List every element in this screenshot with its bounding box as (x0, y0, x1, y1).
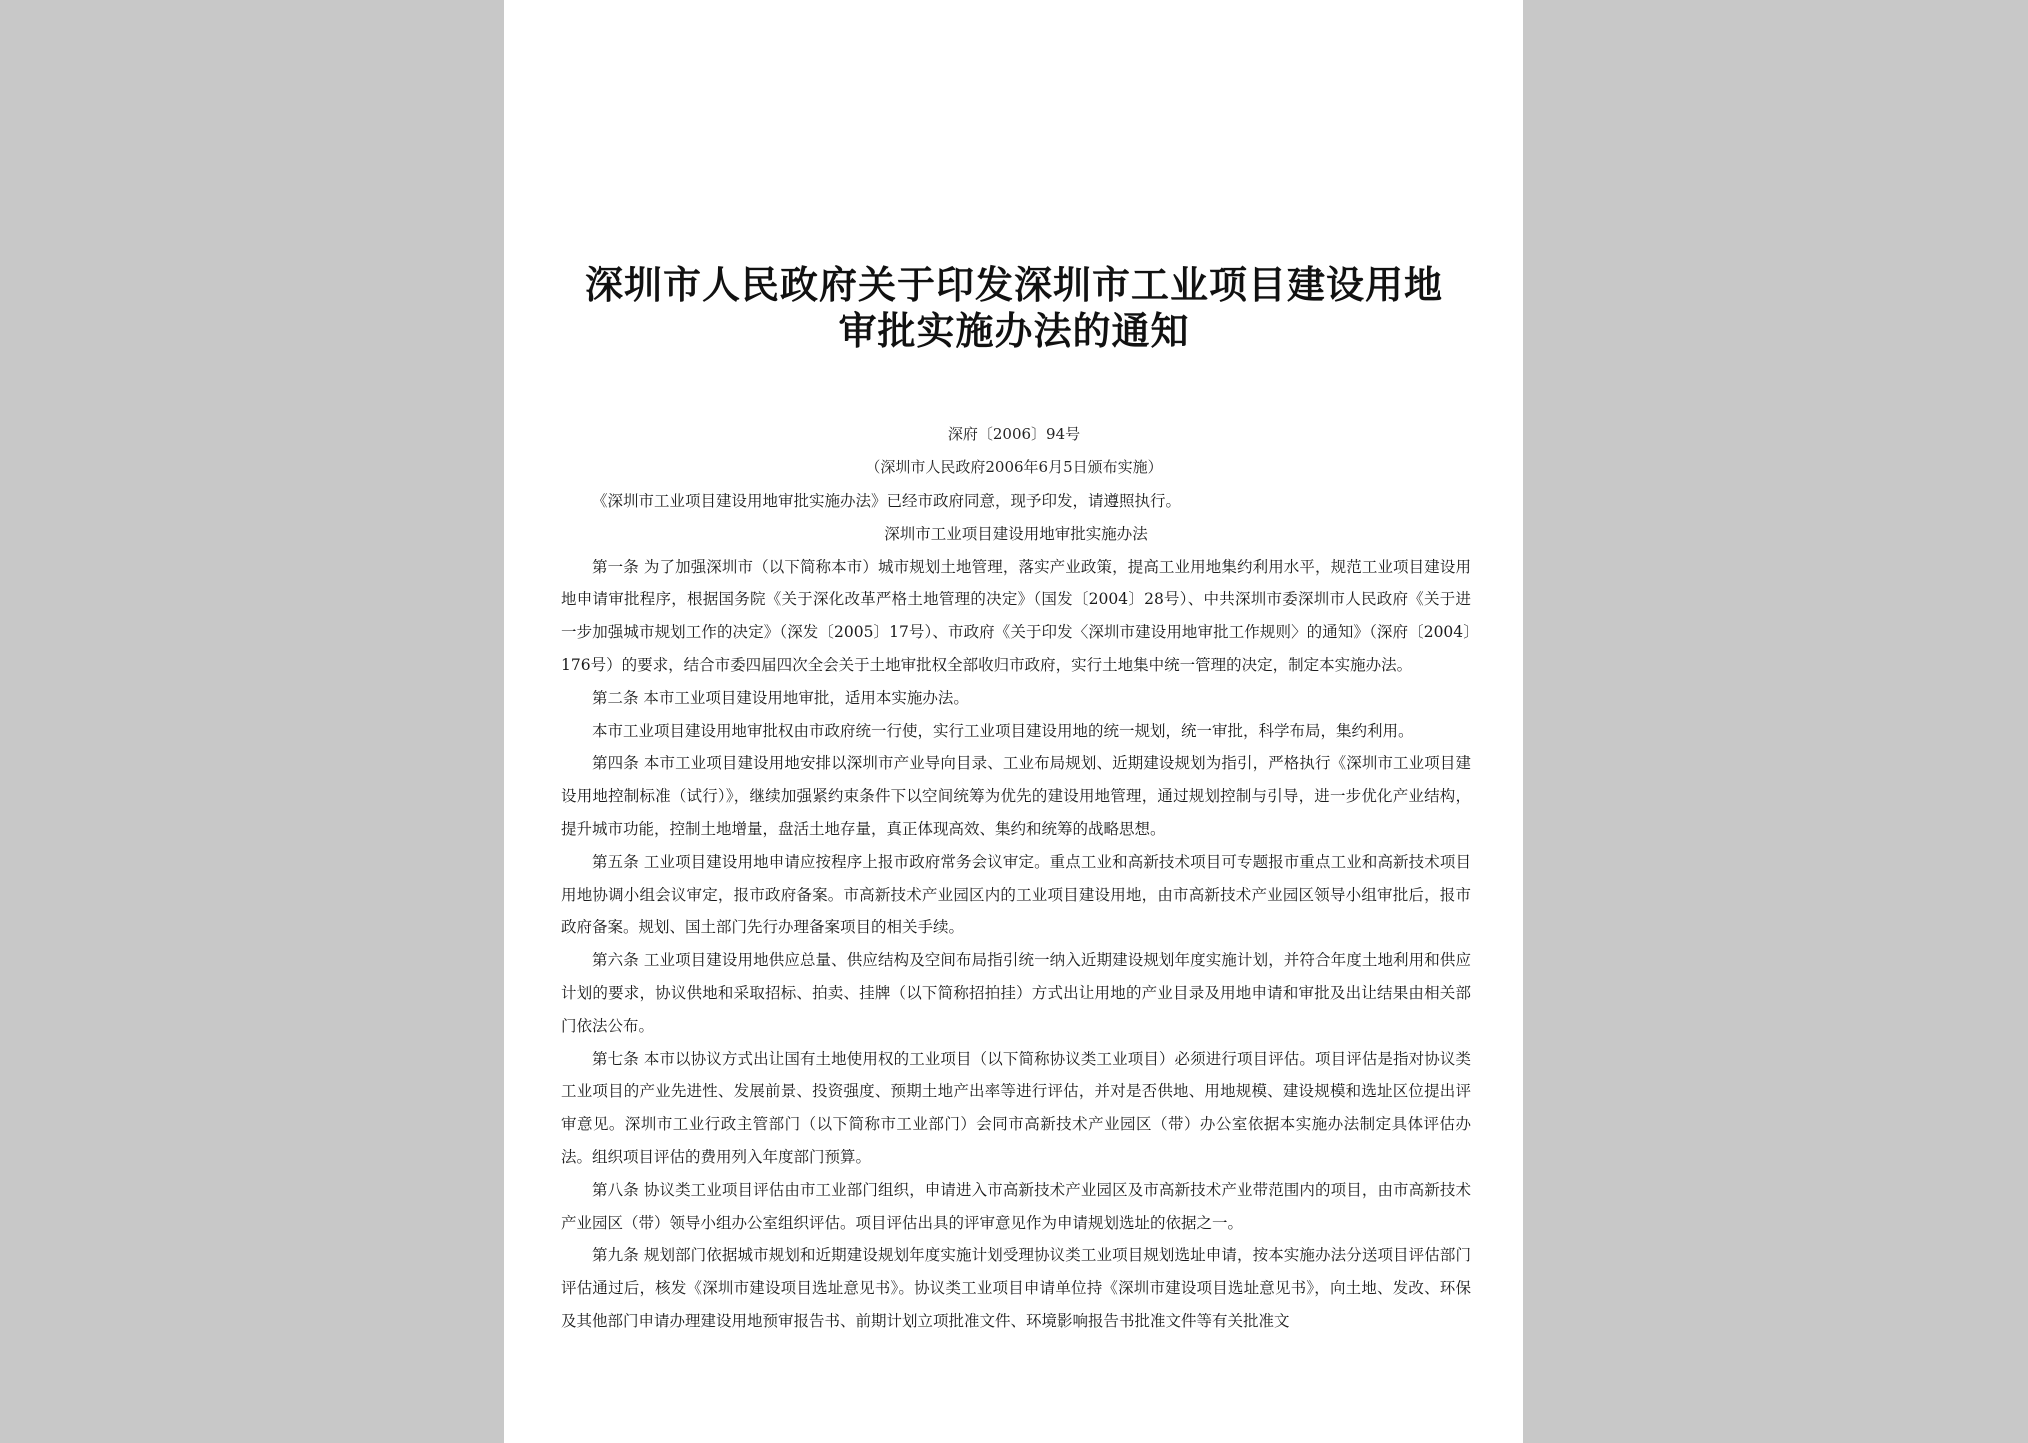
body-paragraph: 第五条 工业项目建设用地申请应按程序上报市政府常务会议审定。重点工业和高新技术项目可专题报市重点工业和高新技术项目用地协调小组会议审定，报市政府备案。市高新技术产业园区内的工业项目建设用地，由市高新技术产业园区领导小组审批后，报市政府备案。规划、国土部门先行办理备案项目的相关手续。 (561, 852, 1471, 937)
document-number: 深府〔2006〕94号 (947, 425, 1081, 443)
promulgation-note: （深圳市人民政府2006年6月5日颁布实施） (865, 458, 1163, 476)
body-paragraph: 第九条 规划部门依据城市规划和近期建设规划年度实施计划受理协议类工业项目规划选址申请，按本实施办法分送项目评估部门评估通过后，核发《深圳市建设项目选址意见书》。协议类工业项目申请单位持《深圳市建设项目选址意见书》，向土地、发改、环保及其他部门申请办理建设用地预审报告书、前期计划立项批准文件、环境影响报告书批准文件等有关批准文 (561, 1246, 1471, 1330)
body-paragraph: 第二条 本市工业项目建设用地审批，适用本实施办法。 (592, 688, 969, 707)
body-paragraph: 第一条 为了加强深圳市（以下简称本市）城市规划土地管理，落实产业政策，提高工业用地集约利用水平，规范工业项目建设用地申请审批程序，根据国务院《关于深化改革严格土地管理的决定》（国发〔2004〕28号）、中共深圳市委深圳市人民政府《关于进一步加强城市规划工作的决定》（深发〔2005〕17号）、市政府《关于印发〈深圳市建设用地审批工作规则〉的通知》（深府〔2004〕176号）的要求，结合市委四届四次全会关于土地审批权全部收归市政府，实行土地集中统一管理的决定，制定本实施办法。 (561, 557, 1471, 674)
body-paragraph: 第七条 本市以协议方式出让国有土地使用权的工业项目（以下简称协议类工业项目）必须进行项目评估。项目评估是指对协议类工业项目的产业先进性、发展前景、投资强度、预期土地产出率等进行评估，并对是否供地、用地规模、建设规模和选址区位提出评审意见。深圳市工业行政主管部门（以下简称市工业部门）会同市高新技术产业园区（带）办公室依据本实施办法制定具体评估办法。组织项目评估的费用列入年度部门预算。 (561, 1049, 1471, 1166)
body-paragraph: 第六条 工业项目建设用地供应总量、供应结构及空间布局指引统一纳入近期建设规划年度实施计划，并符合年度土地利用和供应计划的要求，协议供地和采取招标、拍卖、挂牌（以下简称招拍挂）方式出让用地的产业目录及用地申请和审批及出让结果由相关部门依法公布。 (561, 951, 1471, 1035)
body-paragraph: 第八条 协议类工业项目评估由市工业部门组织，申请进入市高新技术产业园区及市高新技术产业带范围内的项目，由市高新技术产业园区（带）领导小组办公室组织评估。项目评估出具的评审意见作为申请规划选址的依据之一。 (561, 1180, 1471, 1232)
document-title: 深圳市人民政府关于印发深圳市工业项目建设用地审批实施办法的通知 (584, 262, 1443, 353)
document-page (504, 0, 1523, 1443)
body-paragraph: 《深圳市工业项目建设用地审批实施办法》已经市政府同意，现予印发，请遵照执行。 (592, 492, 1182, 510)
body-paragraph: 本市工业项目建设用地审批权由市政府统一行使，实行工业项目建设用地的统一规划，统一审批，科学布局，集约利用。 (592, 721, 1414, 740)
section-heading: 深圳市工业项目建设用地审批实施办法 (884, 524, 1148, 543)
document-body (561, 485, 1471, 1338)
body-paragraph: 第四条 本市工业项目建设用地安排以深圳市产业导向目录、工业布局规划、近期建设规划为指引，严格执行《深圳市工业项目建设用地控制标准（试行）》，继续加强紧约束条件下以空间统筹为优先的建设用地管理，通过规划控制与引导，进一步优化产业结构，提升城市功能，控制土地增量，盘活土地存量，真正体现高效、集约和统筹的战略思想。 (561, 754, 1471, 838)
